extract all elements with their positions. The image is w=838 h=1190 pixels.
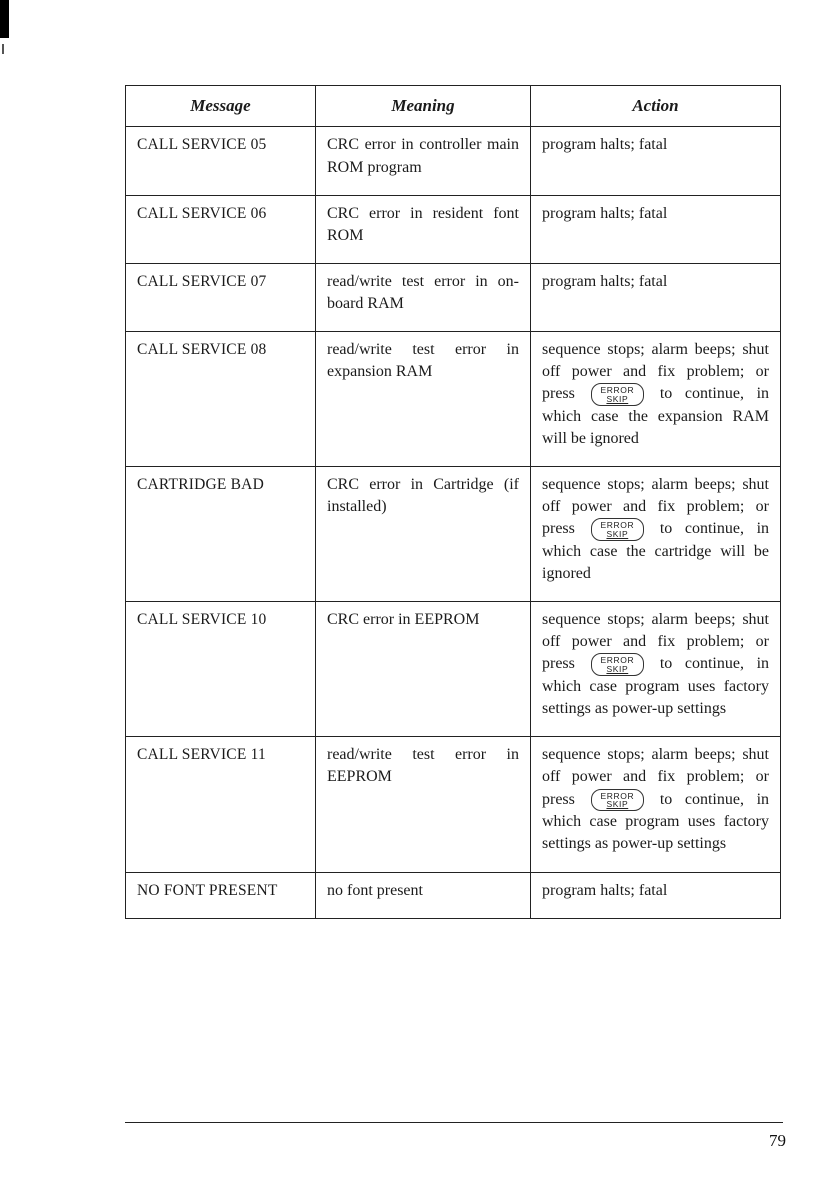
scan-artifact-tick [2, 44, 4, 54]
meaning-cell: CRC error in EEPROM [316, 602, 531, 737]
keycap-label-skip: SKIP [606, 394, 629, 404]
message-cell: CALL SERVICE 10 [126, 602, 316, 737]
meaning-cell: read/write test error in on-board RAM [316, 263, 531, 331]
keycap-label-error: ERROR [600, 655, 635, 666]
error-message-table [125, 85, 781, 919]
table-row [126, 263, 781, 331]
column-header-meaning: Meaning [316, 86, 531, 127]
action-cell: program halts; fatal [531, 195, 781, 263]
meaning-cell: read/write test error in EEPROM [316, 737, 531, 872]
meaning-cell: CRC error in Cartridge (if installed) [316, 467, 531, 602]
action-cell: program halts; fatal [531, 872, 781, 918]
error-skip-keycap [591, 789, 645, 812]
action-cell [531, 602, 781, 737]
message-cell: CARTRIDGE BAD [126, 467, 316, 602]
keycap-label-error: ERROR [600, 385, 635, 396]
message-cell: CALL SERVICE 11 [126, 737, 316, 872]
action-text-post: to continue, in which case program uses factory settings as power-up settings [542, 790, 770, 853]
action-cell [531, 737, 781, 872]
meaning-cell: read/write test error in expansion RAM [316, 331, 531, 466]
action-text-post: to continue, in which case the expansion RAM will be ignored [542, 385, 770, 447]
column-header-action: Action [531, 86, 781, 127]
table-row [126, 467, 781, 602]
error-skip-keycap [591, 653, 645, 676]
error-skip-keycap [591, 518, 645, 541]
action-text-post: to continue, in which case the cartridge will be ignored [542, 520, 770, 583]
scan-artifact-mark [0, 0, 9, 38]
table-row [126, 872, 781, 918]
table-row [126, 127, 781, 195]
message-cell: CALL SERVICE 05 [126, 127, 316, 195]
keycap-label-skip: SKIP [606, 529, 629, 540]
page-number: 79 [769, 1131, 786, 1150]
table-row [126, 331, 781, 466]
message-cell: CALL SERVICE 07 [126, 263, 316, 331]
message-cell: NO FONT PRESENT [126, 872, 316, 918]
action-cell [531, 467, 781, 602]
action-text-pre: sequence stops; alarm beeps; shut off power and fix problem; or press [542, 476, 769, 538]
message-cell: CALL SERVICE 06 [126, 195, 316, 263]
column-header-message: Message [126, 86, 316, 127]
table-row [126, 737, 781, 872]
error-skip-keycap [591, 383, 645, 406]
table-header-row [126, 86, 781, 127]
keycap-label-error: ERROR [600, 790, 635, 801]
action-cell: program halts; fatal [531, 127, 781, 195]
keycap-label-skip: SKIP [606, 799, 629, 810]
keycap-label-skip: SKIP [606, 664, 629, 675]
action-text-pre: sequence stops; alarm beeps; shut off power and fix problem; or press [542, 340, 769, 403]
meaning-cell: no font present [316, 872, 531, 918]
keycap-label-error: ERROR [600, 520, 635, 531]
footer-divider [125, 1122, 783, 1123]
action-cell [531, 331, 781, 466]
action-text-post: to continue, in which case program uses factory settings as power-up settings [542, 655, 770, 718]
table-row [126, 195, 781, 263]
meaning-cell: CRC error in controller main ROM program [316, 127, 531, 195]
meaning-cell: CRC error in resident font ROM [316, 195, 531, 263]
action-text-pre: sequence stops; alarm beeps; shut off power and fix problem; or press [542, 746, 769, 808]
table-row [126, 602, 781, 737]
message-cell: CALL SERVICE 08 [126, 331, 316, 466]
action-cell: program halts; fatal [531, 263, 781, 331]
action-text-pre: sequence stops; alarm beeps; shut off power and fix problem; or press [542, 611, 769, 673]
